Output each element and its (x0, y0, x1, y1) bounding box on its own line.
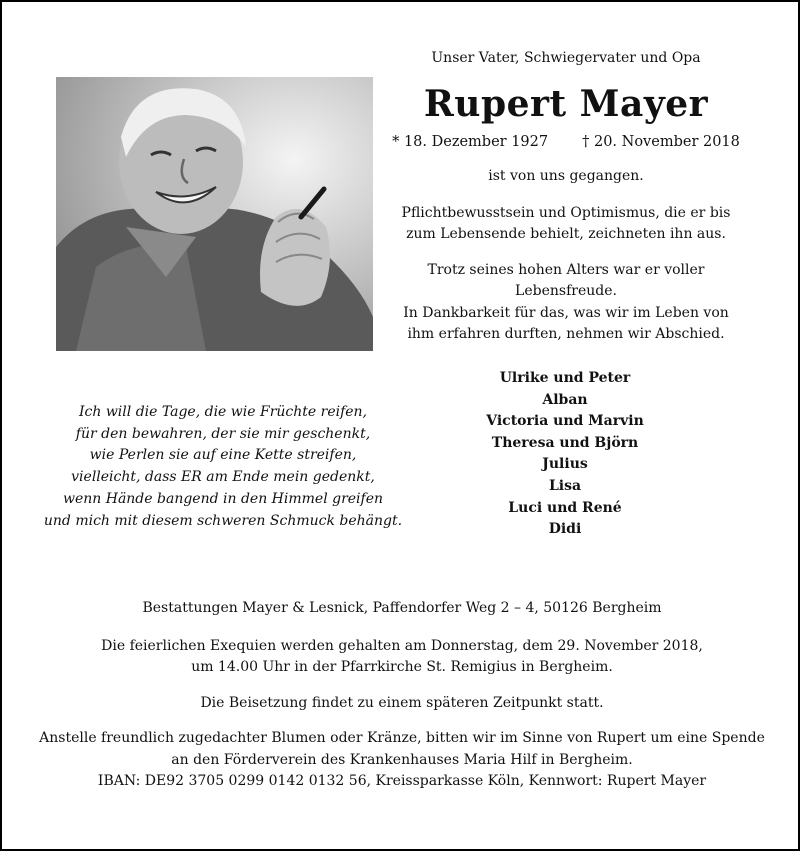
donation-line: IBAN: DE92 3705 0299 0142 0132 56, Kreissparkasse Köln, Kennwort: Rupert Mayer (97, 773, 707, 789)
funeral-details (22, 598, 782, 793)
exequies-paragraph (22, 636, 782, 679)
poem-line: für den bewahren, der sie mir geschenkt, (75, 425, 371, 442)
burial-line: Die Beisetzung findet zu einem späteren Zeitpunkt statt. (200, 694, 604, 711)
family-member: Didi (548, 521, 582, 538)
life-dates (380, 132, 752, 152)
family-member: Ulrike und Peter (499, 370, 631, 386)
exequies-line: Die feierlichen Exequien werden gehalten am Donnerstag, dem 29. November 2018, (101, 637, 703, 654)
donation-paragraph (22, 728, 782, 793)
family-member: Julius (542, 456, 588, 473)
deceased-name: Rupert Mayer (423, 83, 709, 125)
donation-line: Anstelle freundlich zugedachter Blumen oder Kränze, bitten wir im Sinne von Rupert um eine Spende (39, 730, 765, 746)
family-member: Theresa und Björn (491, 434, 639, 451)
joy-line: Trotz seines hohen Alters war er voller Lebensfreude. (427, 261, 705, 299)
poem-line: und mich mit diesem schweren Schmuck behängt. (43, 512, 403, 529)
poem-line: wie Perlen sie auf eine Kette streifen, (89, 447, 357, 464)
duty-line: Pflichtbewusstsein und Optimismus, die er bis (401, 204, 731, 221)
exequies-line: um 14.00 Uhr in der Pfarrkirche St. Remigius in Bergheim. (191, 659, 613, 675)
family-member: Alban (542, 391, 588, 408)
obituary-header (380, 48, 752, 346)
family-member: Victoria und Marvin (486, 413, 644, 430)
joy-line: In Dankbarkeit für das, was wir im Leben von (403, 304, 729, 321)
family-list (454, 368, 676, 541)
joy-line: ihm erfahren durften, nehmen wir Abschied. (407, 326, 725, 342)
family-member: Lisa (548, 477, 582, 494)
poem (42, 402, 404, 532)
portrait-photo (56, 77, 373, 351)
undertaker-line: Bestattungen Mayer & Lesnick, Paffendorfer Weg 2 – 4, 50126 Bergheim (142, 600, 662, 616)
joy-paragraph (380, 260, 752, 346)
poem-line: wenn Hände bangend in den Himmel greifen (62, 490, 384, 507)
death-date: † 20. November 2018 (582, 134, 740, 150)
poem-line: Ich will die Tage, die wie Früchte reifen, (78, 404, 368, 420)
duty-paragraph (380, 203, 752, 246)
duty-line: zum Lebensende behielt, zeichneten ihn aus. (406, 226, 726, 242)
donation-line: an den Förderverein des Krankenhauses Maria Hilf in Bergheim. (171, 751, 633, 768)
birth-date: * 18. Dezember 1927 (392, 134, 549, 150)
family-member: Luci und René (508, 499, 622, 516)
intro-line: Unser Vater, Schwiegervater und Opa (431, 50, 701, 66)
poem-line: vielleicht, dass ER am Ende mein gedenkt, (71, 469, 375, 486)
passed-line: ist von uns gegangen. (488, 168, 644, 184)
portrait-photo-icon (56, 77, 373, 351)
